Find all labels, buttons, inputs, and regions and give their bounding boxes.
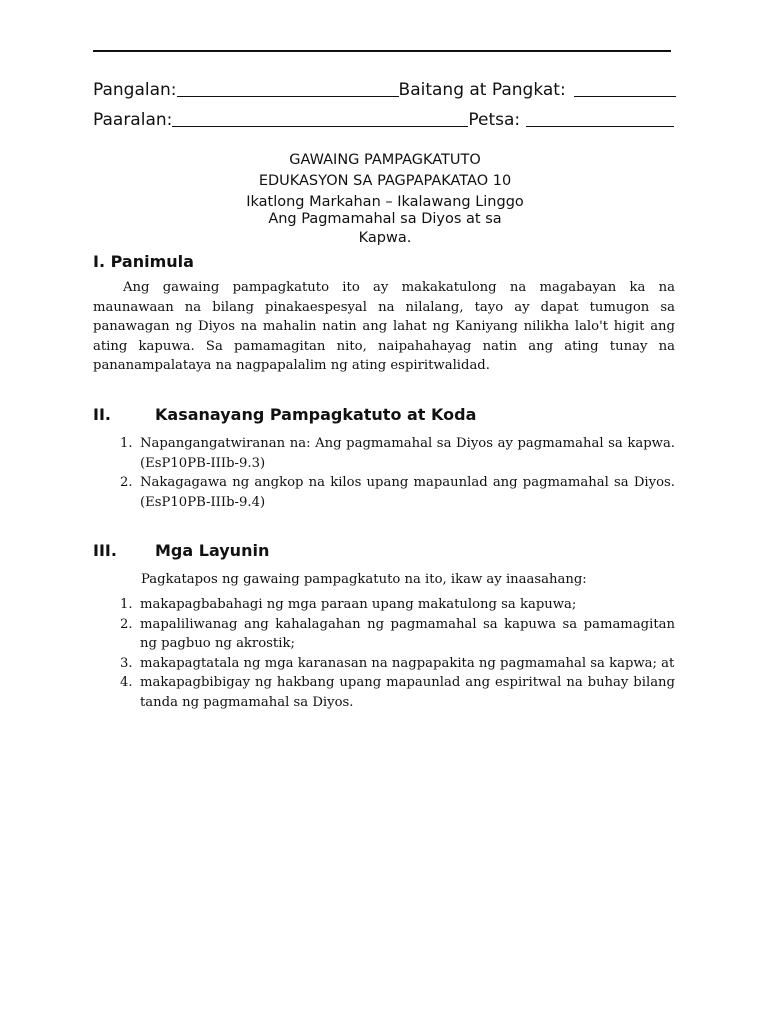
- list-item-number: 2.: [120, 475, 133, 491]
- list-item-number: 4.: [120, 675, 133, 691]
- section-layunin-heading: [93, 541, 269, 560]
- name-label: Pangalan:: [93, 80, 177, 100]
- title-line-4a: Ang Pagmamahal sa Diyos at sa: [268, 211, 502, 227]
- list-item: [93, 615, 675, 654]
- list-item: [93, 473, 675, 512]
- date-field-line[interactable]: [526, 108, 674, 127]
- title-line-4b: Kapwa.: [358, 230, 412, 246]
- school-date-row: [93, 104, 683, 130]
- school-label: Paaralan:: [93, 110, 173, 130]
- title-line-1: GAWAING PAMPAGKATUTO: [289, 152, 481, 168]
- list-item-number: 3.: [120, 655, 133, 671]
- list-item-text: makapagbabahagi ng mga paraan upang makatulong sa kapuwa;: [140, 597, 577, 612]
- title-line-3: Ikatlong Markahan – Ikalawang Linggo: [246, 194, 524, 210]
- list-item-text: makapagtatala ng mga karanasan na nagpapakita ng pagmamahal sa kapwa; at: [140, 655, 675, 671]
- section-3-title: Mga Layunin: [155, 541, 270, 560]
- section-2-number: II.: [93, 405, 111, 424]
- list-item: [93, 654, 675, 674]
- list-item-number: 1.: [120, 597, 133, 612]
- layunin-list: [93, 595, 675, 713]
- name-field-line[interactable]: [177, 78, 399, 97]
- list-item: [93, 595, 675, 615]
- top-rule: [93, 50, 671, 52]
- list-item-text: Nakagagawa ng angkop na kilos upang mapaunlad ang pagmamahal sa Diyos. (EsP10PB-IIIb-9.4): [140, 475, 675, 510]
- panimula-paragraph: Ang gawaing pampagkatuto ito ay makakatulong na magabayan ka na maunawaan na bilang pinakaespesyal na nilalang, tayo ay dapat tumugon sa panawagan ng Diyos na mahalin natin ang lahat ng Kaniyang nilikha lalo't higit ang ating kapuwa. Sa pamamagitan nito, naipahahayag natin ang ating tunay na pananampalataya na nagpapalalim ng ating espiritwalidad.: [93, 280, 675, 374]
- name-grade-row: [93, 74, 683, 100]
- grade-label: Baitang at Pangkat:: [398, 80, 566, 100]
- section-2-title: Kasanayang Pampagkatuto at Koda: [155, 405, 477, 424]
- section-panimula-heading: I. Panimula: [93, 252, 194, 271]
- layunin-intro: Pagkatapos ng gawaing pampagkatuto na ito, ikaw ay inaasahang:: [141, 572, 587, 587]
- grade-field-line[interactable]: [574, 78, 676, 97]
- school-field-line[interactable]: [172, 108, 468, 127]
- list-item: [93, 434, 675, 473]
- list-item-text: mapaliliwanag ang kahalagahan ng pagmamahal sa kapuwa sa pamamagitan ng pagbuo ng akrostik;: [140, 616, 675, 652]
- title-line-2: EDUKASYON SA PAGPAPAKATAO 10: [258, 173, 512, 189]
- list-item-text: makapagbibigay ng hakbang upang mapaunlad ang espiritwal na buhay bilang tanda ng pagmamahal sa Diyos.: [140, 675, 675, 710]
- date-label: Petsa:: [468, 110, 521, 130]
- list-item-number: 1.: [120, 436, 133, 451]
- list-item-number: 2.: [120, 616, 133, 632]
- title-line-4: [180, 210, 590, 248]
- list-item: [93, 673, 675, 712]
- section-3-number: III.: [93, 541, 117, 560]
- list-item-text: Napangangatwiranan na: Ang pagmamahal sa Diyos ay pagmamahal sa kapwa. (EsP10PB-IIIb-9.3): [140, 436, 675, 471]
- kasanayan-list: [93, 434, 675, 512]
- section-kasanayan-heading: [93, 405, 476, 424]
